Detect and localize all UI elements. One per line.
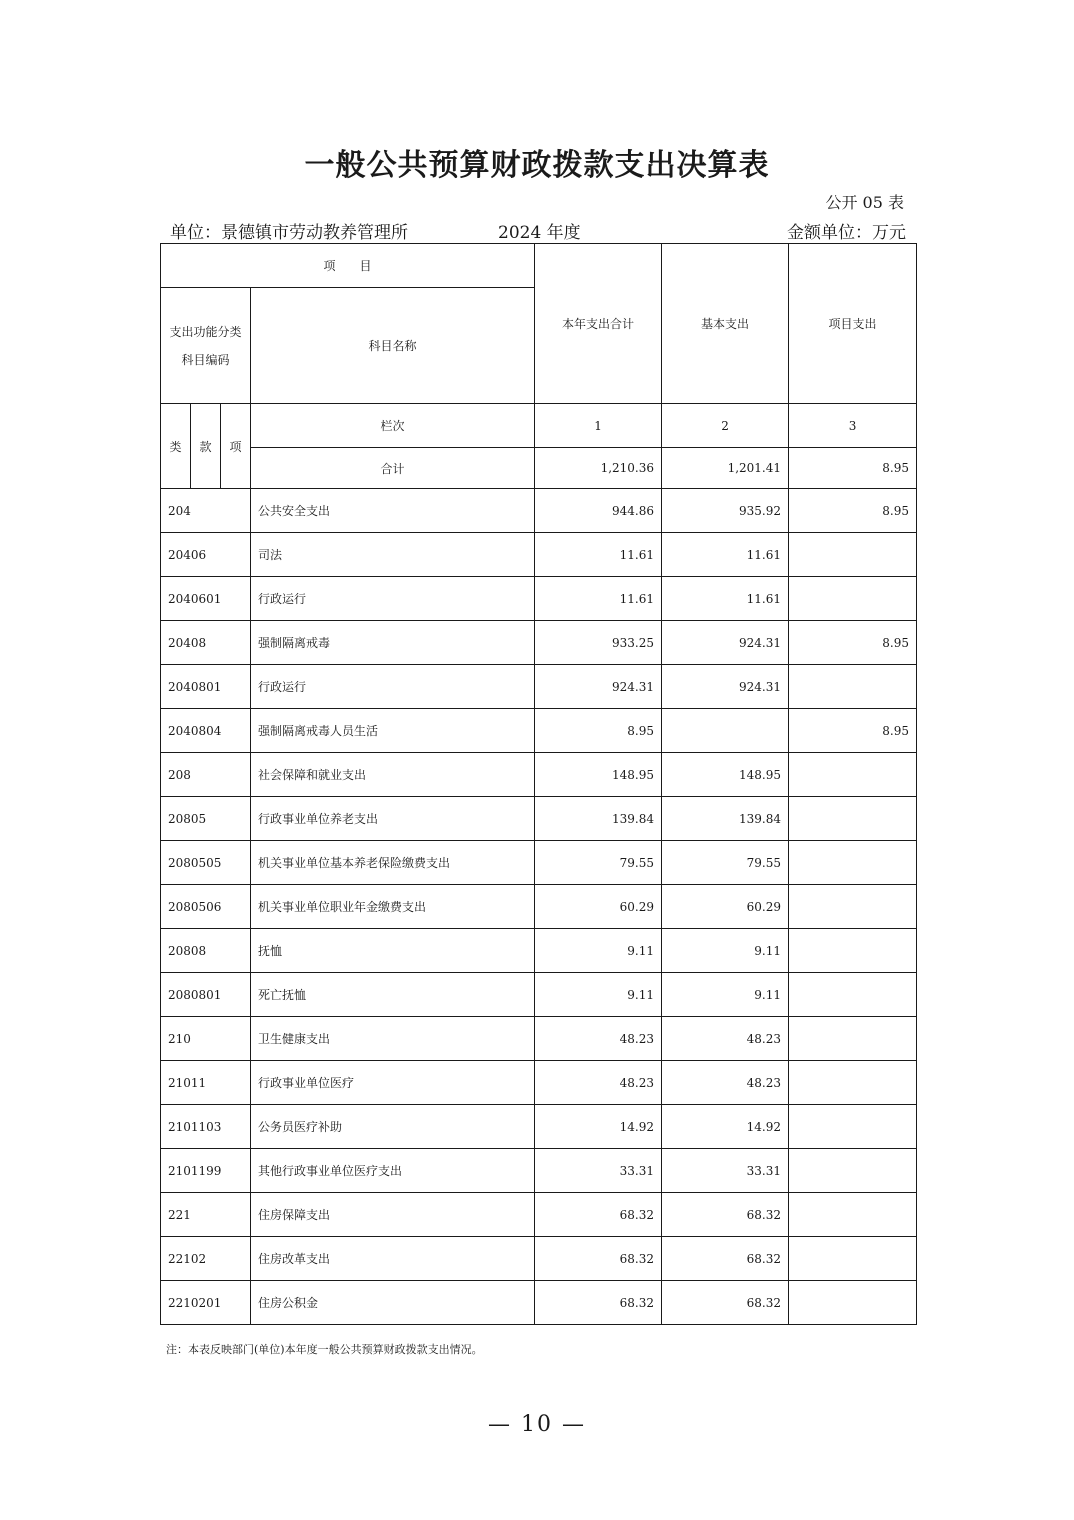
row-total: 9.11 [535,973,662,1017]
row-code: 2040601 [161,577,251,621]
row-basic: 139.84 [662,797,789,841]
row-basic: 48.23 [662,1017,789,1061]
row-code: 2080505 [161,841,251,885]
row-code: 2040804 [161,709,251,753]
row-total: 933.25 [535,621,662,665]
sum-label: 合计 [251,448,535,489]
row-basic: 935.92 [662,489,789,533]
row-subject-name: 行政事业单位医疗 [251,1061,535,1105]
header-code-line1: 支出功能分类 [169,324,242,339]
row-total: 60.29 [535,885,662,929]
row-project [789,797,917,841]
row-subject-name: 其他行政事业单位医疗支出 [251,1149,535,1193]
table-note: 注：本表反映部门(单位)本年度一般公共预算财政拨款支出情况。 [166,1343,483,1356]
row-basic: 148.95 [662,753,789,797]
header-lei: 类 [161,404,191,489]
row-total: 79.55 [535,841,662,885]
row-subject-name: 机关事业单位职业年金缴费支出 [251,885,535,929]
row-basic: 48.23 [662,1061,789,1105]
row-total: 8.95 [535,709,662,753]
header-kuan: 款 [191,404,221,489]
row-basic: 924.31 [662,621,789,665]
money-unit: 金额单位：万元 [787,223,906,243]
row-project: 8.95 [789,489,917,533]
row-subject-name: 卫生健康支出 [251,1017,535,1061]
row-project [789,885,917,929]
row-total: 139.84 [535,797,662,841]
row-project [789,1237,917,1281]
row-project [789,1149,917,1193]
header-col3: 3 [789,404,917,448]
row-code: 21011 [161,1061,251,1105]
header-total-col: 本年支出合计 [535,244,662,404]
row-total: 68.32 [535,1281,662,1325]
row-basic: 924.31 [662,665,789,709]
row-basic: 68.32 [662,1237,789,1281]
expenditure-table [160,243,917,1325]
row-code: 20805 [161,797,251,841]
table-row [161,577,917,621]
row-basic: 60.29 [662,885,789,929]
row-code: 2210201 [161,1281,251,1325]
row-subject-name: 行政运行 [251,577,535,621]
row-subject-name: 住房公积金 [251,1281,535,1325]
row-subject-name: 强制隔离戒毒 [251,621,535,665]
row-subject-name: 公务员医疗补助 [251,1105,535,1149]
row-subject-name: 机关事业单位基本养老保险缴费支出 [251,841,535,885]
row-subject-name: 抚恤 [251,929,535,973]
row-code: 221 [161,1193,251,1237]
row-project [789,1105,917,1149]
row-project [789,577,917,621]
row-subject-name: 强制隔离戒毒人员生活 [251,709,535,753]
header-project-col: 项目支出 [789,244,917,404]
row-total: 48.23 [535,1061,662,1105]
row-basic: 9.11 [662,929,789,973]
table-row [161,1017,917,1061]
sum-project: 8.95 [789,448,917,489]
row-code: 20808 [161,929,251,973]
header-code-cell [161,288,251,404]
table-row [161,1193,917,1237]
row-basic [662,709,789,753]
row-project [789,929,917,973]
fiscal-year: 2024 年度 [498,223,581,243]
table-row [161,1149,917,1193]
table-row [161,1061,917,1105]
row-project [789,973,917,1017]
table-row [161,533,917,577]
header-project: 项 目 [161,244,535,288]
table-row [161,665,917,709]
row-project [789,1281,917,1325]
row-subject-name: 社会保障和就业支出 [251,753,535,797]
row-code: 2080506 [161,885,251,929]
row-project [789,1017,917,1061]
header-code-line2: 科目编码 [181,352,230,367]
row-project [789,753,917,797]
row-subject-name: 死亡抚恤 [251,973,535,1017]
header-xiang: 项 [221,404,251,489]
row-project [789,665,917,709]
row-subject-name: 住房保障支出 [251,1193,535,1237]
row-basic: 14.92 [662,1105,789,1149]
table-row [161,841,917,885]
row-basic: 79.55 [662,841,789,885]
table-row [161,797,917,841]
table-row [161,1237,917,1281]
row-total: 68.32 [535,1237,662,1281]
row-code: 2080801 [161,973,251,1017]
row-code: 2040801 [161,665,251,709]
table-row [161,489,917,533]
row-basic: 68.32 [662,1193,789,1237]
row-code: 2101103 [161,1105,251,1149]
row-subject-name: 公共安全支出 [251,489,535,533]
table-row [161,621,917,665]
row-subject-name: 行政运行 [251,665,535,709]
row-total: 14.92 [535,1105,662,1149]
row-total: 11.61 [535,577,662,621]
table-row [161,753,917,797]
sum-total: 1,210.36 [535,448,662,489]
row-total: 48.23 [535,1017,662,1061]
table-row [161,929,917,973]
row-basic: 68.32 [662,1281,789,1325]
row-code: 20408 [161,621,251,665]
row-project [789,533,917,577]
page-number: — 10 — [488,1412,586,1437]
row-subject-name: 住房改革支出 [251,1237,535,1281]
reporting-unit: 单位：景德镇市劳动教养管理所 [170,223,408,243]
row-total: 944.86 [535,489,662,533]
page-title: 一般公共预算财政拨款支出决算表 [304,148,770,183]
row-code: 2101199 [161,1149,251,1193]
table-row [161,1105,917,1149]
row-total: 924.31 [535,665,662,709]
form-number: 公开 05 表 [825,193,904,212]
header-subject-name: 科目名称 [251,288,535,404]
table-row [161,973,917,1017]
row-basic: 11.61 [662,533,789,577]
row-total: 33.31 [535,1149,662,1193]
row-total: 9.11 [535,929,662,973]
table-row [161,709,917,753]
header-lanci: 栏次 [251,404,535,448]
row-project [789,841,917,885]
row-total: 11.61 [535,533,662,577]
row-total: 148.95 [535,753,662,797]
row-code: 204 [161,489,251,533]
row-project: 8.95 [789,709,917,753]
row-project [789,1193,917,1237]
row-project: 8.95 [789,621,917,665]
table-row [161,1281,917,1325]
header-basic-col: 基本支出 [662,244,789,404]
row-basic: 33.31 [662,1149,789,1193]
table-row [161,885,917,929]
sum-basic: 1,201.41 [662,448,789,489]
row-code: 210 [161,1017,251,1061]
row-code: 208 [161,753,251,797]
row-subject-name: 司法 [251,533,535,577]
row-total: 68.32 [535,1193,662,1237]
row-basic: 11.61 [662,577,789,621]
row-subject-name: 行政事业单位养老支出 [251,797,535,841]
header-col2: 2 [662,404,789,448]
header-col1: 1 [535,404,662,448]
row-basic: 9.11 [662,973,789,1017]
row-code: 22102 [161,1237,251,1281]
row-project [789,1061,917,1105]
row-code: 20406 [161,533,251,577]
